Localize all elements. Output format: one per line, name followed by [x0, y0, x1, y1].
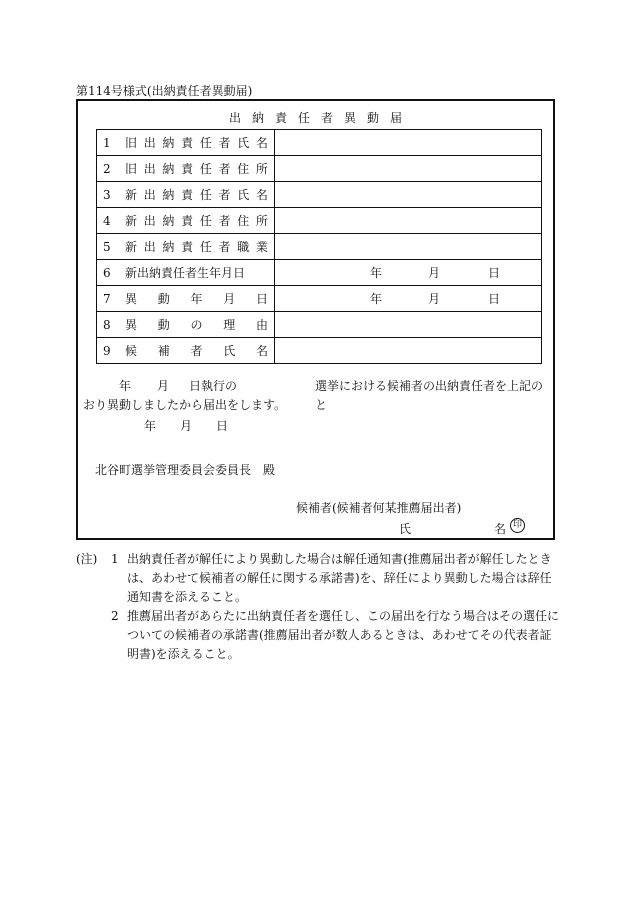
row-label-char: 候: [125, 344, 138, 358]
seal-icon: 印: [510, 518, 525, 533]
row-label-cell: [97, 286, 275, 312]
row-label-char: 任: [199, 162, 212, 176]
row-label-char: 異: [125, 318, 138, 332]
row-label-char: 名: [255, 188, 268, 202]
row-label: [125, 212, 274, 229]
date-unit: 年: [370, 266, 383, 280]
row-label: [125, 264, 274, 281]
form-title: 出納責任者異動届: [228, 111, 413, 125]
row-number: 5: [103, 239, 111, 254]
form-row: [97, 130, 542, 156]
row-label-char: 住: [237, 214, 250, 228]
form-table: [96, 129, 542, 364]
row-label-char: 任: [199, 136, 212, 150]
row-label-char: の: [190, 318, 203, 332]
row-label-char: 新: [125, 240, 138, 254]
row-label-char: 名: [255, 136, 268, 150]
row-number: 8: [103, 317, 111, 332]
row-label-char: 者: [218, 240, 231, 254]
row-label-cell: [97, 156, 275, 182]
row-label: [125, 160, 274, 177]
signature-mei: 名: [494, 522, 507, 536]
row-label-char: 責: [181, 162, 194, 176]
row-label-char: 新: [125, 188, 138, 202]
row-label-char: 異: [125, 292, 138, 306]
note-text: 推薦届出者があらたに出納責任者を選任し、この届出を行なう場合はその選任についての候補者の承諾書(推薦届出者が数人あるときは、あわせてその代表者証明書)を添えること。: [127, 609, 560, 661]
row-label-char: 旧: [125, 136, 138, 150]
form-row: [97, 312, 542, 338]
row-label-cell: [97, 234, 275, 260]
row-label-cell: [97, 208, 275, 234]
row-label: [125, 290, 274, 307]
row-label-char: 年: [190, 292, 203, 306]
form-number: 第114号様式(出納責任者異動届): [76, 84, 253, 98]
row-label-char: 職: [237, 240, 250, 254]
row-label-char: 住: [237, 162, 250, 176]
row-label-char: 納: [162, 188, 175, 202]
row-label-char: 日: [255, 292, 268, 306]
row-number: 4: [103, 213, 111, 228]
signature-shi: 氏: [399, 522, 412, 536]
date-month: 月: [180, 419, 193, 433]
row-label-char: 者: [218, 214, 231, 228]
form-row: [97, 182, 542, 208]
row-label-char: 任: [199, 240, 212, 254]
row-value-field[interactable]: [275, 130, 542, 156]
row-label-cell: [97, 260, 275, 286]
form-row: [97, 156, 542, 182]
row-value-field[interactable]: [275, 208, 542, 234]
row-label-char: 出: [143, 214, 156, 228]
row-label-char: 所: [255, 162, 268, 176]
row-label-char: 者: [218, 162, 231, 176]
row-label-char: 任: [199, 214, 212, 228]
recipient: 北谷町選挙管理委員会委員長 殿: [95, 463, 276, 477]
form-row: [97, 260, 542, 286]
row-label-char: 納: [162, 240, 175, 254]
row-number: 9: [103, 343, 111, 358]
row-label: [125, 316, 274, 333]
form-row: [97, 208, 542, 234]
row-label-char: 新出納責任者生年月日: [125, 266, 246, 280]
row-value-field[interactable]: [275, 286, 542, 312]
notes: [76, 550, 560, 664]
note-number: 1: [111, 552, 119, 566]
date-unit: 月: [428, 266, 441, 280]
row-label-cell: [97, 338, 275, 364]
row-label-char: 出: [143, 188, 156, 202]
row-label-char: 者: [218, 188, 231, 202]
row-value-field[interactable]: [275, 260, 542, 286]
date-unit: 日: [488, 292, 501, 306]
row-label-char: 者: [190, 344, 203, 358]
row-label-char: 動: [157, 318, 170, 332]
row-label-char: 氏: [223, 344, 236, 358]
row-label-char: 出: [143, 240, 156, 254]
form-row: [97, 286, 542, 312]
date-year: 年: [144, 419, 157, 433]
row-label-char: 業: [255, 240, 268, 254]
row-label: [125, 186, 274, 203]
statement-execution: 日執行の: [189, 379, 238, 393]
row-label: [125, 134, 274, 151]
row-label-char: 名: [255, 344, 268, 358]
row-label-char: 責: [181, 214, 194, 228]
date-unit: 月: [428, 292, 441, 306]
note-number: 2: [111, 609, 119, 623]
statement-line1: 選挙における候補者の出納責任者を上記のと: [315, 379, 544, 412]
row-label-char: 出: [143, 136, 156, 150]
row-label-char: 氏: [237, 188, 250, 202]
candidate-label: 候補者(候補者何某推薦届出者): [296, 501, 462, 515]
form-frame: [76, 99, 555, 540]
row-label-char: 責: [181, 136, 194, 150]
statement-month: 月: [157, 379, 170, 393]
row-label-char: 氏: [237, 136, 250, 150]
row-label-char: 新: [125, 214, 138, 228]
statement-year: 年: [119, 379, 132, 393]
row-label-char: 旧: [125, 162, 138, 176]
row-label: [125, 238, 274, 255]
row-label-char: 理: [223, 318, 236, 332]
row-number: 6: [103, 265, 111, 280]
date-unit: 年: [370, 292, 383, 306]
note-item: [76, 550, 560, 607]
row-label-char: 納: [162, 214, 175, 228]
date-day: 日: [216, 419, 229, 433]
row-label-char: 責: [181, 188, 194, 202]
notes-head: (注): [76, 552, 98, 566]
row-value-field[interactable]: [275, 182, 542, 208]
row-label-cell: [97, 182, 275, 208]
row-label-cell: [97, 312, 275, 338]
row-label-char: 任: [199, 188, 212, 202]
row-label-char: 所: [255, 214, 268, 228]
row-value-field[interactable]: [275, 338, 542, 364]
note-text: 出納責任者が解任により異動した場合は解任通知書(推薦届出者が解任したときは、あわせて候補者の解任に関する承諾書)を、辞任により異動した場合は辞任通知書を添えること。: [127, 552, 552, 604]
form-row: [97, 234, 542, 260]
row-label-char: 補: [157, 344, 170, 358]
row-number: 2: [103, 161, 111, 176]
date-unit: 日: [488, 266, 501, 280]
row-label-cell: [97, 130, 275, 156]
row-number: 3: [103, 187, 111, 202]
row-value-field[interactable]: [275, 312, 542, 338]
row-label-char: 月: [223, 292, 236, 306]
row-label-char: 動: [157, 292, 170, 306]
statement-line2: おり異動しましたから届出をします。: [83, 398, 287, 412]
row-label-char: 出: [143, 162, 156, 176]
row-label: [125, 342, 274, 359]
row-label-char: 納: [162, 136, 175, 150]
row-number: 7: [103, 291, 111, 306]
form-row: [97, 338, 542, 364]
row-label-char: 納: [162, 162, 175, 176]
row-label-char: 者: [218, 136, 231, 150]
row-label-char: 責: [181, 240, 194, 254]
row-value-field[interactable]: [275, 156, 542, 182]
note-item: [76, 607, 560, 664]
row-label-char: 由: [255, 318, 268, 332]
row-value-field[interactable]: [275, 234, 542, 260]
row-number: 1: [103, 135, 111, 150]
statement-text: [83, 377, 548, 415]
